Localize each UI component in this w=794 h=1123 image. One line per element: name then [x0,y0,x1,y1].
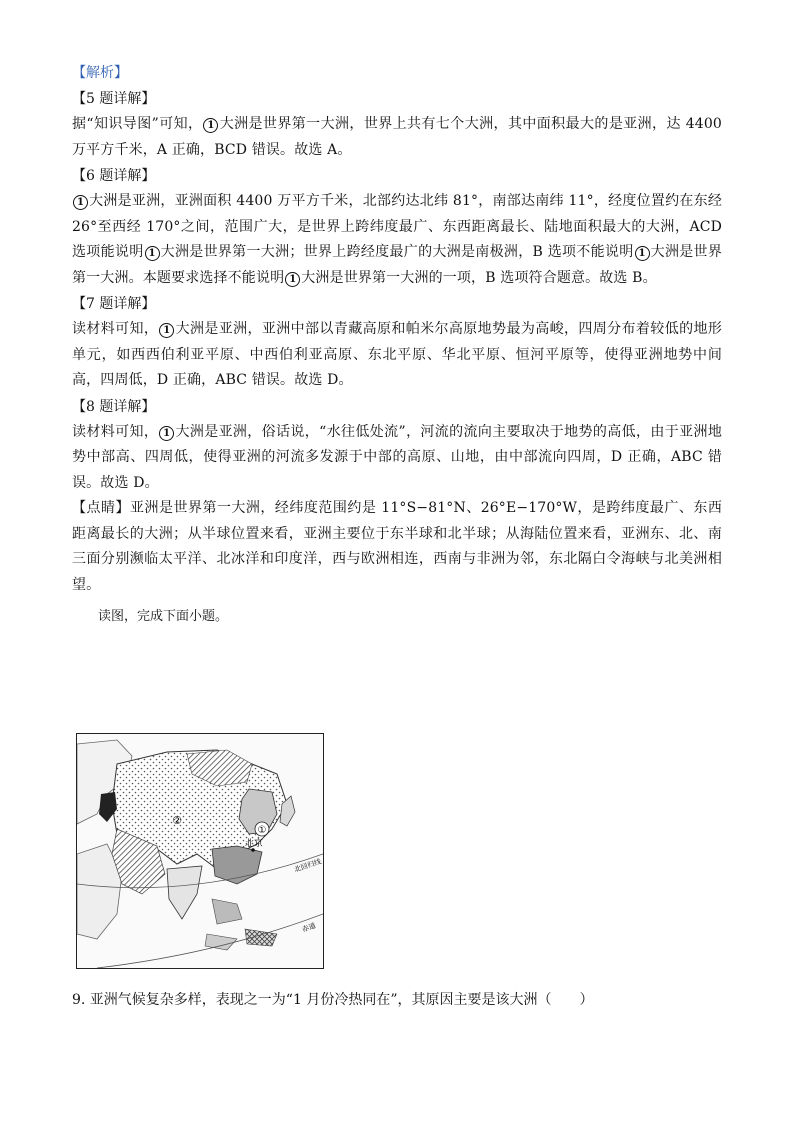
text-segment: 读材料可知， [72,321,159,337]
text-segment: 据“知识导图”可知， [72,116,203,132]
beijing-label: 北京 [245,839,264,849]
equator-label: 赤道 [300,921,317,934]
text-segment: 大洲是世界第一大洲的一项，B 选项符合题意。故选 B。 [301,269,657,286]
circled-number: 1 [145,246,160,261]
text-segment: 大洲是亚洲，俗话说，“水往低处流”，河流的流向主要取决于地势的高低，由于亚洲地势中部高、四周低，使得亚洲的河流多发源于中部的高原、山地，由中部流向四周，D 正确，ABC 错误。故选 D。 [72,423,722,491]
tropic-label: 北回归线 [293,857,323,874]
circled-number: 1 [635,246,650,261]
circled-number: 1 [203,118,218,133]
section-heading: 【8 题详解】 [72,398,156,415]
section-paragraph [72,420,722,497]
tip-text: 亚洲是世界第一大洲，经纬度范围约是 11°S−81°N、26°E−170°W，是跨纬度最广、东西距离最长的大洲；从半球位置来看，亚洲主要位于东半球和北半球；从海陆位置来看，亚洲东、北、南三面分别濒临太平洋、北冰洋和印度洋，西与欧洲相连，西南与非洲为邻，东北隔白令海峡与北美洲相望。 [72,500,722,593]
section-heading: 【5 题详解】 [72,91,156,107]
region-1-label: ① [257,825,267,836]
text-segment: 大洲是世界第一大洲。本题要求选择不能说明 [72,244,723,286]
instruction-text: 读图，完成下面小题。 [98,609,229,624]
page-content [72,60,722,628]
section-paragraph [72,189,722,291]
tip-paragraph [72,496,722,598]
text-segment: 大洲是亚洲，亚洲面积 4400 万平方千米，北部约达北纬 81°，南部达南纬 11°，经度位置约在东经 26°至西经 170°之间，范围广大，是世界上跨纬度最广、东西距离最长、陆地面积最大的大洲，ACD 选项能说明 [72,193,722,260]
text-segment: 大洲是世界第一大洲；世界上跨经度最广的大洲是南极洲，B 选项不能说明 [160,244,634,260]
analysis-label: 【解析】 [72,65,128,81]
circled-number: 1 [73,195,88,210]
section-paragraph [72,112,722,163]
question-9: 9. 亚洲气候复杂多样，表现之一为“1 月份冷热同在”，其原因主要是该大洲（ ） [72,992,594,1008]
asia-map [76,733,324,969]
circled-number: 1 [159,323,174,338]
section-heading: 【7 题详解】 [72,296,156,312]
section-paragraph [72,317,722,394]
section-heading: 【6 题详解】 [72,168,156,184]
circled-number: 1 [159,426,174,441]
tip-label: 【点睛】 [72,500,130,516]
explanation-sections [72,86,722,496]
circled-number: 1 [285,272,300,287]
text-segment: 大洲是亚洲，亚洲中部以青藏高原和帕米尔高原地势最为高峻，四周分布着较低的地形单元，如西西伯利亚平原、中西伯利亚高原、东北平原、华北平原、恒河平原等，使得亚洲地势中间高，四周低，D 正确，ABC 错误。故选 D。 [72,321,722,388]
text-segment: 读材料可知， [72,423,159,440]
region-2-label: ② [172,814,182,827]
text-segment: 大洲是世界第一大洲，世界上共有七个大洲，其中面积最大的是亚洲，达 4400 万平方千米，A 正确，BCD 错误。故选 A。 [72,116,722,158]
